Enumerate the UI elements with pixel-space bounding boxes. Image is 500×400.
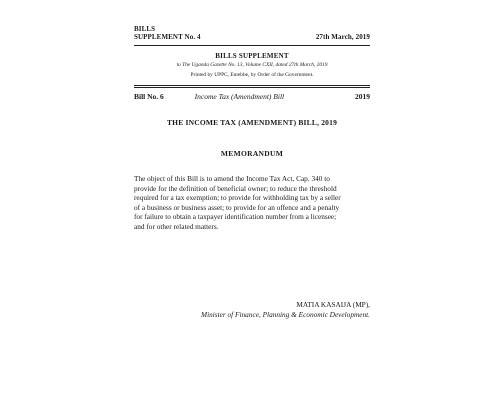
supplement-header [134, 25, 370, 41]
bill-number: Bill No. 6 [134, 92, 164, 101]
header-line-2 [134, 33, 370, 41]
memorandum-line: The object of this Bill is to amend the Income Tax Act, Cap. 340 to [134, 174, 330, 183]
supplement-printed-by: Printed by UPPC, Entebbe, by Order of the Government. [190, 72, 314, 78]
memorandum-line: for failure to obtain a taxpayer identification number from a licensee; [134, 212, 337, 221]
signature-block [134, 300, 370, 320]
memorandum-line: required for a tax exemption; to provide for withholding tax by a seller [134, 193, 341, 202]
supplement-title: BILLS SUPPLEMENT [215, 52, 289, 60]
section-divider-top [134, 85, 370, 86]
signatory-title: Minister of Finance, Planning & Economic Development. [200, 310, 370, 319]
section-divider-bottom [134, 87, 370, 88]
supplement-subtitle: to The Uganda Gazette No. 13, Volume CXII, dated 27th March, 2019 [176, 62, 328, 68]
signatory-name: MATIA KASAIJA (MP), [296, 300, 370, 309]
act-title: THE INCOME TAX (AMENDMENT) BILL, 2019 [166, 118, 338, 127]
memorandum-body [134, 174, 370, 231]
header-date: 27th March, 2019 [315, 33, 370, 41]
header-supplement-number: SUPPLEMENT No. 4 [134, 33, 201, 41]
header-bills-label: BILLS [134, 25, 156, 33]
memorandum-line: and for other related matters. [134, 221, 219, 231]
memorandum-line: provide for the definition of beneficial owner; to reduce the threshold [134, 183, 337, 193]
header-divider [134, 45, 370, 46]
bill-name: Income Tax (Amendment) Bill [194, 92, 285, 101]
bill-year: 2019 [354, 92, 370, 101]
memorandum-heading: MEMORANDUM [220, 149, 284, 158]
bill-info-line [134, 92, 370, 101]
memorandum-line: of a business or business asset; to provide for an offence and a penalty [134, 202, 340, 212]
